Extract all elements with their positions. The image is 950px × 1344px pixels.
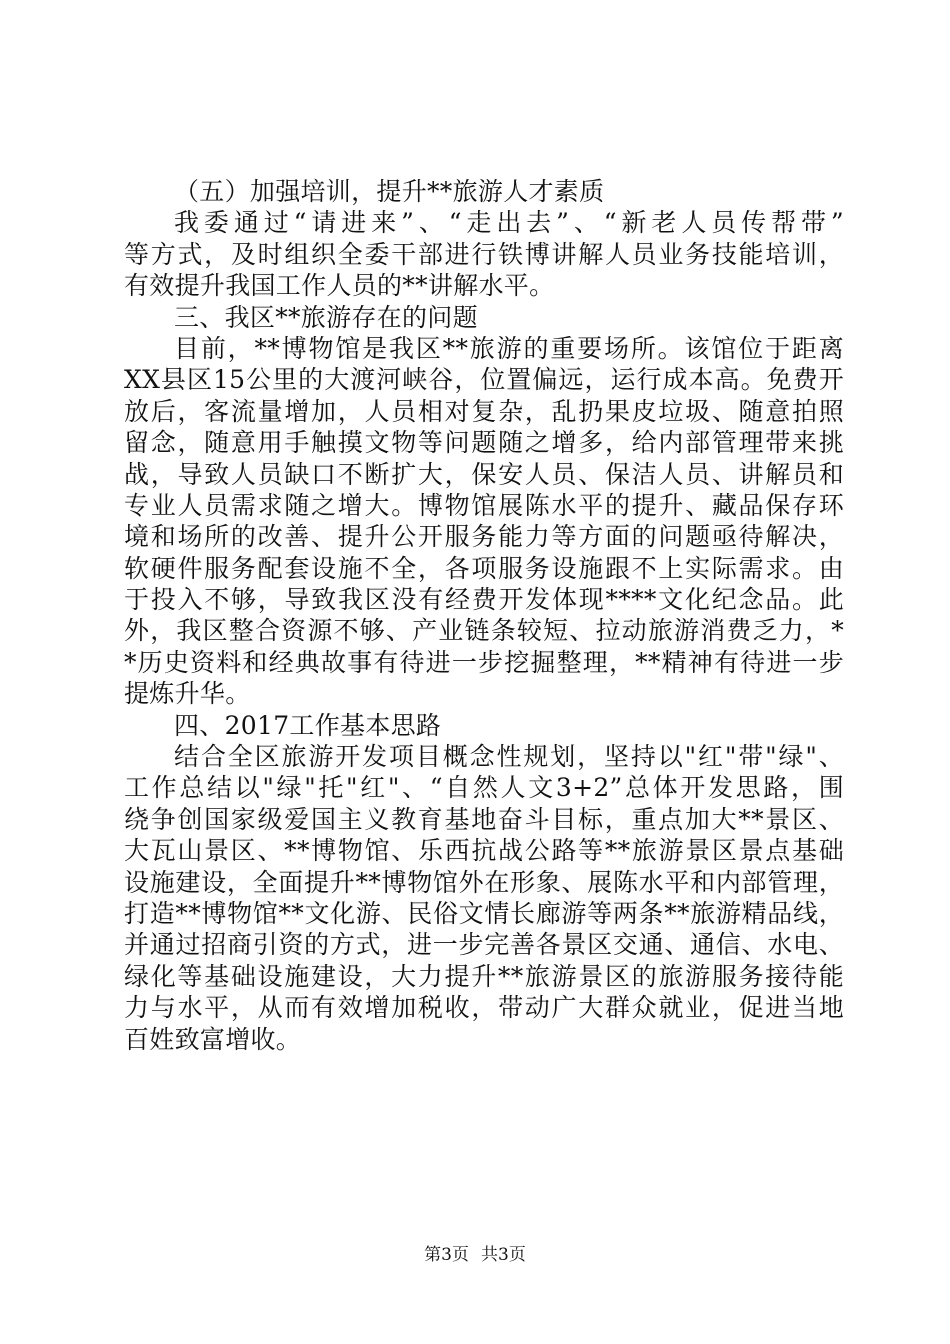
paragraph-line: 提炼升华。 [124,679,251,709]
paragraph-line: XX县区15公里的大渡河峡谷，位置偏远，运行成本高。免费开 [124,365,844,395]
paragraph-line: 结合全区旅游开发项目概念性规划，坚持以"红"带"绿"、 [174,742,844,772]
paragraph-line: 外，我区整合资源不够、产业链条较短、拉动旅游消费乏力，* [124,616,844,646]
section-heading: 四、2017工作基本思路 [174,710,442,740]
page-footer [0,1243,950,1267]
paragraph-line: 于投入不够，导致我区没有经费开发体现****文化纪念品。此 [124,585,844,615]
paragraph-line: 大瓦山景区、**博物馆、乐西抗战公路等**旅游景区景点基础 [124,836,844,866]
document-body [124,176,844,1055]
page-number: 第3页 [424,1245,469,1265]
paragraph-line: 境和场所的改善、提升公开服务能力等方面的问题亟待解决， [124,522,844,552]
paragraph-line: 设施建设，全面提升**博物馆外在形象、展陈水平和内部管理， [124,867,844,897]
paragraph-line: 有效提升我国工作人员的**讲解水平。 [124,271,555,301]
paragraph-line: 力与水平，从而有效增加税收，带动广大群众就业，促进当地 [124,993,844,1023]
section-heading: （五）加强培训，提升**旅游人才素质 [174,177,605,206]
paragraph-line: 打造**博物馆**文化游、民俗文情长廊游等两条**旅游精品线， [124,898,844,928]
page-total: 共3页 [481,1245,526,1265]
paragraph-line: 并通过招商引资的方式，进一步完善各景区交通、通信、水电、 [124,930,844,960]
paragraph-line: *历史资料和经典故事有待进一步挖掘整理，**精神有待进一步 [124,647,844,677]
paragraph-line: 工作总结以"绿"托"红"、“自然人文3+2”总体开发思路，围 [124,773,844,803]
paragraph-line: 等方式，及时组织全委干部进行铁博讲解人员业务技能培训， [124,239,844,269]
paragraph-line: 留念，随意用手触摸文物等问题随之增多，给内部管理带来挑 [124,428,844,458]
paragraph-line: 绕争创国家级爱国主义教育基地奋斗目标，重点加大**景区、 [124,804,844,834]
paragraph-line: 专业人员需求随之增大。博物馆展陈水平的提升、藏品保存环 [124,490,844,520]
paragraph-line: 放后，客流量增加，人员相对复杂，乱扔果皮垃圾、随意拍照 [124,396,844,426]
paragraph-line: 绿化等基础设施建设，大力提升**旅游景区的旅游服务接待能 [124,961,844,991]
paragraph-line: 软硬件服务配套设施不全，各项服务设施跟不上实际需求。由 [124,553,844,583]
paragraph-line: 百姓致富增收。 [124,1024,302,1054]
paragraph-line: 目前，**博物馆是我区**旅游的重要场所。该馆位于距离 [174,333,844,363]
paragraph-line: 我委通过“请进来”、“走出去”、“新老人员传帮带” [174,208,844,238]
paragraph-line: 战，导致人员缺口不断扩大，保安人员、保洁人员、讲解员和 [124,459,844,489]
section-heading: 三、我区**旅游存在的问题 [174,302,478,332]
